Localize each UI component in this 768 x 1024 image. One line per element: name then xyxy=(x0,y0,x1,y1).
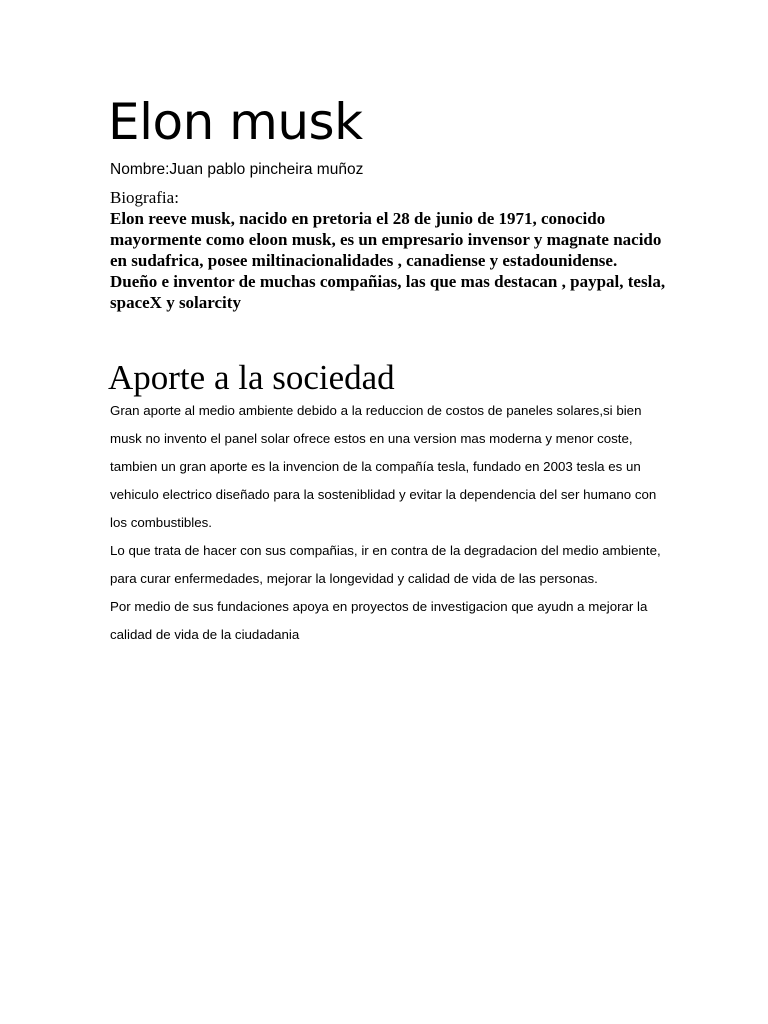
body-paragraph: Lo que trata de hacer con sus compañias, ir en contra de la degradacion del medio ambiente, para curar enfermedades, mejorar la longevidad y calidad de vida de las personas. xyxy=(110,543,661,586)
section-body xyxy=(110,397,670,649)
section-heading: Aporte a la sociedad xyxy=(108,358,395,397)
biography-paragraph: Dueño e inventor de muchas compañias, las que mas destacan , paypal, tesla, spaceX y solarcity xyxy=(110,272,666,312)
biography-heading: Biografia: xyxy=(110,188,179,207)
document-title: Elon musk xyxy=(108,93,363,151)
biography-section xyxy=(110,187,670,313)
body-paragraph: Gran aporte al medio ambiente debido a la reduccion de costos de paneles solares,si bien musk no invento el panel solar ofrece estos en una version mas moderna y menor coste, tambien un gran aporte es la invencion de la compañía tesla, fundado en 2003 tesla es un vehiculo electrico diseñado para la sosteniblidad y evitar la dependencia del ser humano con los combustibles. xyxy=(110,403,657,530)
author-line: Nombre:Juan pablo pincheira muñoz xyxy=(110,161,364,178)
biography-paragraph: Elon reeve musk, nacido en pretoria el 28 de junio de 1971, conocido mayormente como eloon musk, es un empresario invensor y magnate nacido en sudafrica, posee miltinacionalidades , canadiense y estadounidense. xyxy=(110,209,662,270)
body-paragraph: Por medio de sus fundaciones apoya en proyectos de investigacion que ayudn a mejorar la calidad de vida de la ciudadania xyxy=(110,599,648,642)
